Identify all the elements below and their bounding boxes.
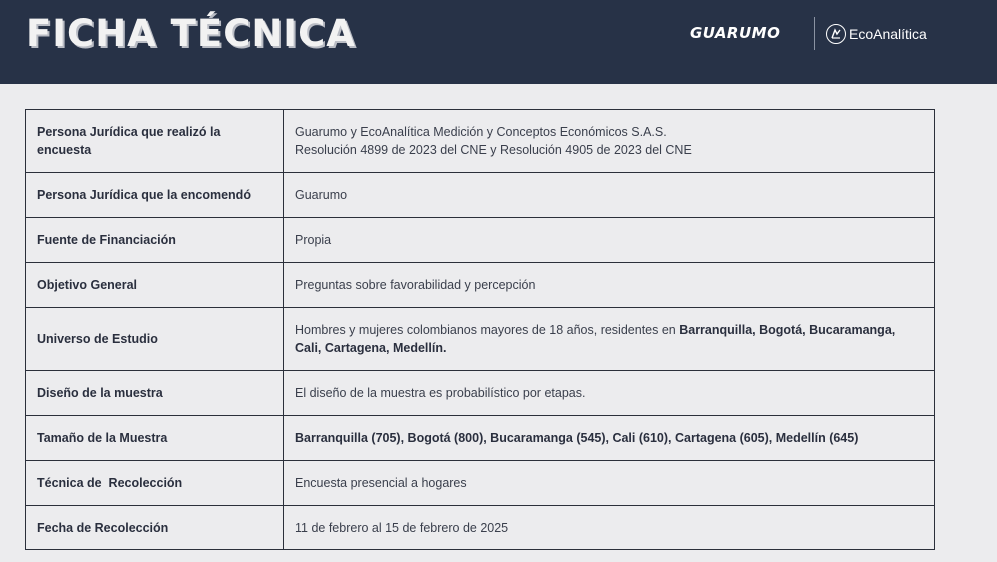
row-value-cities: Barranquilla, Bogotá, Bucaramanga, Cali, Cartagena, Medellín. [295,323,896,355]
row-value: El diseño de la muestra es probabilístico por etapas. [284,371,935,416]
guarumo-logo: GUARUMO [690,24,781,42]
table-row [26,308,935,371]
table-row [26,173,935,218]
row-value [284,308,935,371]
table-row [26,218,935,263]
ecoanalitica-text: EcoAnalítica [849,26,927,42]
row-label: Persona Jurídica que realizó la encuesta [26,110,284,173]
row-value-line: Guarumo y EcoAnalítica Medición y Conceptos Económicos S.A.S. [295,125,667,139]
row-label: Fecha de Recolección [26,506,284,550]
ecoanalitica-logo [826,22,927,46]
header-bar [0,0,997,84]
table-row [26,110,935,173]
row-value: Encuesta presencial a hogares [284,461,935,506]
row-value: Preguntas sobre favorabilidad y percepción [284,263,935,308]
row-label: Objetivo General [26,263,284,308]
ficha-table [25,109,935,550]
table-row [26,461,935,506]
row-value [284,416,935,461]
row-label: Persona Jurídica que la encomendó [26,173,284,218]
table-row [26,371,935,416]
page-title: FICHA TÉCNICA [26,12,356,55]
row-value [284,110,935,173]
row-value: 11 de febrero al 15 de febrero de 2025 [284,506,935,550]
row-value-text: Hombres y mujeres colombianos mayores de 18 años, residentes en [295,323,680,337]
row-label: Tamaño de la Muestra [26,416,284,461]
row-label: Diseño de la muestra [26,371,284,416]
row-label: Fuente de Financiación [26,218,284,263]
ecoanalitica-icon [826,24,846,44]
logo-divider [814,17,815,50]
table-row [26,506,935,550]
row-value-sample: Barranquilla (705), Bogotá (800), Bucaramanga (545), Cali (610), Cartagena (605), Medellín (645) [295,431,859,445]
row-value: Guarumo [284,173,935,218]
row-value-line: Resolución 4899 de 2023 del CNE y Resolución 4905 de 2023 del CNE [295,143,692,157]
row-label: Universo de Estudio [26,308,284,371]
row-value: Propia [284,218,935,263]
table-row [26,263,935,308]
table-row [26,416,935,461]
row-label: Técnica de Recolección [26,461,284,506]
